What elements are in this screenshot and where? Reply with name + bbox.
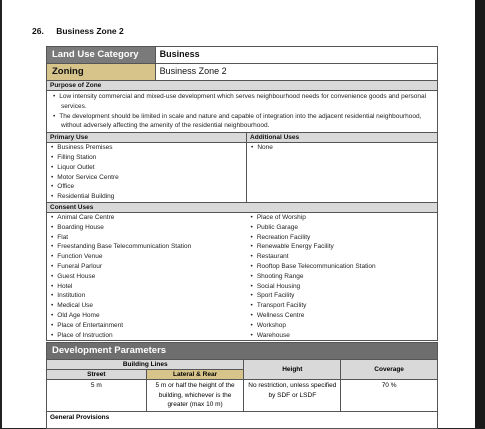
list-item: • Medical Use xyxy=(51,301,247,311)
document-page xyxy=(2,0,475,428)
list-item: • Business Premises xyxy=(51,143,246,153)
section-heading xyxy=(32,26,124,36)
zoning-row xyxy=(47,64,438,81)
dev-params-title: Development Parameters xyxy=(47,343,438,360)
viewer-edge xyxy=(475,0,485,428)
list-item: • Place of Instruction xyxy=(51,331,247,341)
list-item: • Renewable Energy Facility xyxy=(251,242,437,252)
list-item: • Social Housing xyxy=(251,282,437,292)
consent-uses-left-cell xyxy=(47,212,247,340)
list-item: • Rooftop Base Telecommunication Station xyxy=(251,262,437,272)
list-item: • Freestanding Base Telecommunication Station xyxy=(51,242,247,252)
zone-table xyxy=(46,46,438,341)
land-use-label: Land Use Category xyxy=(47,47,156,64)
list-item: • Place of Entertainment xyxy=(51,321,247,331)
list-item: • Restaurant xyxy=(251,252,437,262)
list-item: • None xyxy=(251,143,437,153)
street-header: Street xyxy=(47,370,147,380)
section-number: 26. xyxy=(32,26,44,36)
list-item: • Old Age Home xyxy=(51,311,247,321)
land-use-value: Business xyxy=(155,47,437,64)
list-item: • Liquor Outlet xyxy=(51,163,246,173)
land-use-row xyxy=(47,47,438,64)
list-item: • Guest House xyxy=(51,272,247,282)
list-item: • Recreation Facility xyxy=(251,233,437,243)
building-lines-header: Building Lines xyxy=(47,360,244,370)
consent-uses-left-list xyxy=(47,213,247,340)
list-item: • Motor Service Centre xyxy=(51,173,246,183)
primary-use-list xyxy=(47,143,246,202)
consent-uses-right-cell xyxy=(247,212,438,340)
list-item: • Wellness Centre xyxy=(251,311,437,321)
list-item: • Warehouse xyxy=(251,331,437,341)
list-item: • Institution xyxy=(51,291,247,301)
purpose-list xyxy=(49,92,435,131)
list-item: • Animal Care Centre xyxy=(51,213,247,223)
list-item: • Flat xyxy=(51,233,247,243)
list-item: • Funeral Parlour xyxy=(51,262,247,272)
list-item: • Place of Worship xyxy=(251,213,437,223)
section-title: Business Zone 2 xyxy=(56,26,124,36)
purpose-header: Purpose of Zone xyxy=(47,81,438,91)
development-parameters-table xyxy=(46,342,438,429)
primary-use-cell xyxy=(47,143,247,203)
list-item: • Sport Facility xyxy=(251,291,437,301)
list-item: • Workshop xyxy=(251,321,437,331)
consent-uses-header: Consent Uses xyxy=(47,202,438,212)
additional-uses-list xyxy=(247,143,437,153)
height-header: Height xyxy=(244,360,341,380)
list-item: • Filling Station xyxy=(51,153,246,163)
list-item: • Boarding House xyxy=(51,223,247,233)
additional-uses-cell xyxy=(247,143,438,203)
purpose-item: • The development should be limited in scale and nature and capable of integration into the adjacent residential neighbourhood, without adversely affecting the amenity of the residential neighbourhood. xyxy=(53,112,435,132)
purpose-cell xyxy=(47,91,438,133)
zoning-value: Business Zone 2 xyxy=(155,64,437,81)
list-item: • Function Venue xyxy=(51,252,247,262)
list-item: • Residential Building xyxy=(51,192,246,202)
coverage-value: 70 % xyxy=(341,380,438,412)
consent-uses-right-list xyxy=(247,213,437,340)
list-item: • Hotel xyxy=(51,282,247,292)
coverage-header: Coverage xyxy=(341,360,438,380)
list-item: • Transport Facility xyxy=(251,301,437,311)
list-item: • Office xyxy=(51,182,246,192)
lateral-rear-value: 5 m or half the height of the building, whichever is the greater (max 10 m) xyxy=(146,380,244,412)
purpose-item: • Low intensity commercial and mixed-use development which serves neighbourhood needs for convenience goods and personal services. xyxy=(53,92,435,112)
zoning-label: Zoning xyxy=(47,64,156,81)
additional-uses-header: Additional Uses xyxy=(247,133,438,143)
height-value: No restriction, unless specified by SDF or LSDF xyxy=(244,380,341,412)
primary-use-header: Primary Use xyxy=(47,133,247,143)
general-provisions-header: General Provisions xyxy=(47,411,438,428)
list-item: • Shooting Range xyxy=(251,272,437,282)
street-value: 5 m xyxy=(47,380,147,412)
list-item: • Public Garage xyxy=(251,223,437,233)
lateral-rear-header: Lateral & Rear xyxy=(146,370,244,380)
